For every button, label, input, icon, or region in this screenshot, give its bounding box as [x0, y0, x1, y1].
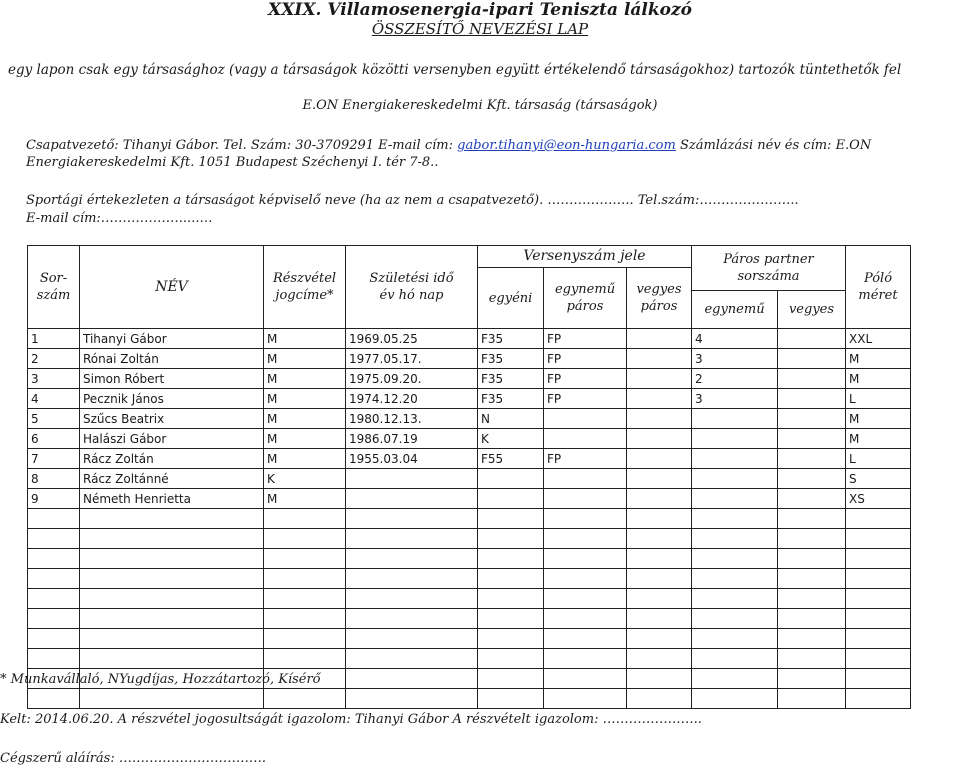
empty-cell [544, 509, 627, 529]
cell-polo: S [846, 469, 911, 489]
empty-cell [80, 609, 264, 629]
empty-cell [692, 609, 778, 629]
empty-cell [692, 689, 778, 709]
cell-jog: M [264, 389, 346, 409]
cell-egynemu: FP [544, 329, 627, 349]
cell-no: 9 [28, 489, 80, 509]
cell-vegyes [627, 489, 692, 509]
cell-p_veg [778, 369, 846, 389]
meeting-rep-line: Sportági értekezleten a társaságot képviselő neve (ha az nem a csapatvezető). ……………….. Tel.szám:………………….. [26, 193, 799, 208]
empty-cell [627, 649, 692, 669]
empty-cell [627, 549, 692, 569]
cell-egynemu: FP [544, 349, 627, 369]
empty-cell [778, 509, 846, 529]
cell-p_egy [692, 429, 778, 449]
cell-birth: 1980.12.13. [346, 409, 478, 429]
cell-vegyes [627, 469, 692, 489]
billing-line: Energiakereskedelmi Kft. 1051 Budapest Széchenyi I. tér 7-8.. [26, 155, 439, 170]
cell-vegyes [627, 409, 692, 429]
cell-name: Rácz Zoltán [80, 449, 264, 469]
empty-cell [28, 609, 80, 629]
cell-p_veg [778, 389, 846, 409]
cell-egyeni: F35 [478, 349, 544, 369]
cell-polo: L [846, 389, 911, 409]
cell-egyeni: N [478, 409, 544, 429]
empty-cell [80, 549, 264, 569]
cell-vegyes [627, 429, 692, 449]
table-row [28, 449, 911, 469]
empty-cell [544, 529, 627, 549]
empty-cell [544, 589, 627, 609]
cell-egynemu [544, 489, 627, 509]
cell-vegyes [627, 449, 692, 469]
empty-cell [627, 689, 692, 709]
cell-p_veg [778, 329, 846, 349]
empty-cell [80, 589, 264, 609]
cell-p_egy [692, 489, 778, 509]
empty-cell [544, 569, 627, 589]
empty-cell [264, 689, 346, 709]
empty-cell [346, 629, 478, 649]
company-line: E.ON Energiakereskedelmi Kft. társaság (társaságok) [302, 98, 658, 113]
cell-egynemu: FP [544, 369, 627, 389]
empty-cell [627, 509, 692, 529]
cell-name: Pecznik János [80, 389, 264, 409]
cell-vegyes [627, 369, 692, 389]
empty-cell [28, 629, 80, 649]
cell-jog: M [264, 329, 346, 349]
empty-cell [478, 609, 544, 629]
empty-cell [264, 529, 346, 549]
table-row [28, 369, 911, 389]
cell-name: Németh Henrietta [80, 489, 264, 509]
empty-cell [627, 669, 692, 689]
cell-birth [346, 489, 478, 509]
table-row [28, 409, 911, 429]
empty-cell [778, 669, 846, 689]
empty-row [28, 609, 911, 629]
empty-cell [478, 669, 544, 689]
cell-egynemu [544, 429, 627, 449]
captain-prefix: Csapatvezető: Tihanyi Gábor. Tel. Szám: 30-3709291 E-mail cím: [26, 138, 458, 153]
empty-cell [478, 649, 544, 669]
empty-cell [478, 549, 544, 569]
cell-name: Tihanyi Gábor [80, 329, 264, 349]
cell-no: 4 [28, 389, 80, 409]
empty-cell [28, 549, 80, 569]
cell-birth: 1955.03.04 [346, 449, 478, 469]
cell-birth: 1975.09.20. [346, 369, 478, 389]
cell-p_veg [778, 349, 846, 369]
header-egynemu-paros: egynemű páros [544, 268, 627, 329]
empty-cell [28, 689, 80, 709]
empty-cell [846, 529, 911, 549]
table-row [28, 469, 911, 489]
cell-p_veg [778, 469, 846, 489]
header-partner-vegyes: vegyes [778, 291, 846, 329]
empty-cell [346, 669, 478, 689]
empty-cell [846, 549, 911, 569]
empty-cell [346, 509, 478, 529]
empty-cell [544, 649, 627, 669]
empty-cell [264, 629, 346, 649]
header-polo: Póló méret [846, 246, 911, 329]
empty-cell [346, 549, 478, 569]
empty-cell [478, 689, 544, 709]
empty-row [28, 629, 911, 649]
empty-cell [28, 529, 80, 549]
empty-cell [778, 589, 846, 609]
empty-cell [28, 649, 80, 669]
cell-egyeni: F55 [478, 449, 544, 469]
instruction-text: egy lapon csak egy társasághoz (vagy a társaságok közötti versenyben együtt értékelendő társaságokhoz) tartozók tüntethetők fel [8, 62, 902, 78]
empty-row [28, 649, 911, 669]
empty-cell [846, 509, 911, 529]
form-subtitle: ÖSSZESÍTŐ NEVEZÉSI LAP [371, 20, 589, 38]
empty-cell [80, 569, 264, 589]
cell-vegyes [627, 349, 692, 369]
cell-no: 2 [28, 349, 80, 369]
empty-cell [264, 589, 346, 609]
cell-jog: M [264, 349, 346, 369]
empty-cell [692, 649, 778, 669]
cell-egynemu [544, 409, 627, 429]
cell-p_veg [778, 429, 846, 449]
empty-row [28, 689, 911, 709]
empty-cell [692, 569, 778, 589]
empty-cell [478, 509, 544, 529]
empty-cell [544, 609, 627, 629]
cell-egyeni: F35 [478, 389, 544, 409]
table-row [28, 389, 911, 409]
empty-cell [544, 689, 627, 709]
empty-cell [80, 629, 264, 649]
cell-polo: L [846, 449, 911, 469]
empty-cell [28, 569, 80, 589]
table-row [28, 349, 911, 369]
cell-no: 7 [28, 449, 80, 469]
cell-polo: M [846, 369, 911, 389]
empty-cell [692, 669, 778, 689]
empty-cell [778, 649, 846, 669]
header-paros-partner: Páros partner sorszáma [692, 246, 846, 291]
cell-polo: XS [846, 489, 911, 509]
empty-cell [264, 549, 346, 569]
empty-cell [80, 649, 264, 669]
email-line: E-mail cím:……………….....… [26, 211, 213, 226]
cell-name: Rónai Zoltán [80, 349, 264, 369]
cell-egynemu [544, 469, 627, 489]
empty-row [28, 529, 911, 549]
date-confirm-line: Kelt: 2014.06.20. A részvétel jogosultságát igazolom: Tihanyi Gábor A részvételt igazolom: ………………….. [0, 712, 702, 727]
header-versenyszam: Versenyszám jele [478, 246, 692, 268]
empty-cell [346, 529, 478, 549]
empty-cell [627, 569, 692, 589]
cell-no: 5 [28, 409, 80, 429]
empty-cell [544, 629, 627, 649]
cell-name: Simon Róbert [80, 369, 264, 389]
cell-egyeni [478, 489, 544, 509]
empty-cell [346, 689, 478, 709]
cell-p_veg [778, 489, 846, 509]
empty-row [28, 509, 911, 529]
empty-cell [264, 569, 346, 589]
empty-cell [846, 649, 911, 669]
cell-egyeni: K [478, 429, 544, 449]
cell-p_egy: 2 [692, 369, 778, 389]
empty-cell [846, 629, 911, 649]
empty-cell [692, 589, 778, 609]
cell-name: Halászi Gábor [80, 429, 264, 449]
cell-birth: 1974.12.20 [346, 389, 478, 409]
cell-no: 3 [28, 369, 80, 389]
table-row [28, 329, 911, 349]
cell-no: 6 [28, 429, 80, 449]
table-row [28, 429, 911, 449]
cell-egyeni: F35 [478, 369, 544, 389]
cell-p_veg [778, 449, 846, 469]
empty-cell [80, 509, 264, 529]
cell-egyeni: F35 [478, 329, 544, 349]
cell-jog: M [264, 449, 346, 469]
empty-cell [346, 609, 478, 629]
empty-cell [478, 569, 544, 589]
empty-cell [264, 609, 346, 629]
cell-egyeni [478, 469, 544, 489]
cell-no: 1 [28, 329, 80, 349]
table-row [28, 489, 911, 509]
empty-row [28, 549, 911, 569]
cell-egynemu: FP [544, 449, 627, 469]
cell-p_egy [692, 449, 778, 469]
empty-cell [80, 689, 264, 709]
empty-row [28, 589, 911, 609]
empty-cell [778, 609, 846, 629]
cell-polo: M [846, 429, 911, 449]
header-szuletesi: Születési idő év hó nap [346, 246, 478, 329]
cell-p_egy [692, 469, 778, 489]
cell-p_egy: 3 [692, 389, 778, 409]
empty-cell [478, 629, 544, 649]
cell-p_egy [692, 409, 778, 429]
empty-cell [778, 549, 846, 569]
empty-cell [264, 649, 346, 669]
empty-cell [264, 509, 346, 529]
empty-cell [692, 629, 778, 649]
empty-cell [478, 529, 544, 549]
cell-name: Rácz Zoltánné [80, 469, 264, 489]
empty-cell [346, 649, 478, 669]
cell-jog: M [264, 489, 346, 509]
cell-p_egy: 4 [692, 329, 778, 349]
empty-cell [544, 549, 627, 569]
cell-jog: K [264, 469, 346, 489]
header-vegyes-paros: vegyes páros [627, 268, 692, 329]
empty-cell [627, 629, 692, 649]
empty-cell [846, 669, 911, 689]
empty-cell [846, 609, 911, 629]
cell-no: 8 [28, 469, 80, 489]
cell-vegyes [627, 389, 692, 409]
header-partner-egynemu: egynemű [692, 291, 778, 329]
cell-jog: M [264, 429, 346, 449]
cell-birth: 1977.05.17. [346, 349, 478, 369]
empty-cell [627, 609, 692, 629]
empty-cell [28, 589, 80, 609]
empty-cell [692, 509, 778, 529]
header-reszvetel: Részvétel jogcíme* [264, 246, 346, 329]
empty-cell [80, 529, 264, 549]
legend-text: * Munkavállaló, NYugdíjas, Hozzátartozó, Kísérő [0, 672, 321, 687]
captain-suffix: Számlázási név és cím: E.ON [675, 138, 872, 153]
cell-name: Szűcs Beatrix [80, 409, 264, 429]
empty-cell [778, 629, 846, 649]
cell-jog: M [264, 369, 346, 389]
header-nev: NÉV [80, 246, 264, 329]
empty-cell [778, 689, 846, 709]
empty-cell [846, 689, 911, 709]
empty-cell [627, 589, 692, 609]
empty-row [28, 569, 911, 589]
cell-jog: M [264, 409, 346, 429]
header-egyeni: egyéni [478, 268, 544, 329]
cell-birth: 1969.05.25 [346, 329, 478, 349]
empty-cell [692, 549, 778, 569]
empty-cell [478, 589, 544, 609]
cell-birth: 1986.07.19 [346, 429, 478, 449]
captain-email-link[interactable]: gabor.tihanyi@eon-hungaria.com [457, 138, 676, 153]
empty-cell [692, 529, 778, 549]
cell-polo: XXL [846, 329, 911, 349]
cell-p_veg [778, 409, 846, 429]
empty-cell [346, 589, 478, 609]
cell-egynemu: FP [544, 389, 627, 409]
header-sorszam: Sor- szám [28, 246, 80, 329]
empty-cell [846, 589, 911, 609]
empty-cell [346, 569, 478, 589]
cell-p_egy: 3 [692, 349, 778, 369]
empty-cell [627, 529, 692, 549]
entry-table [27, 245, 911, 709]
captain-line [26, 138, 871, 153]
cell-polo: M [846, 349, 911, 369]
cell-birth [346, 469, 478, 489]
cell-polo: M [846, 409, 911, 429]
empty-cell [778, 569, 846, 589]
empty-cell [778, 529, 846, 549]
signature-line: Cégszerű aláírás: ……………………………. [0, 751, 266, 766]
empty-cell [28, 509, 80, 529]
form-title: XXIX. Villamosenergia-ipari Teniszta lálkozó [268, 0, 692, 20]
empty-cell [544, 669, 627, 689]
cell-vegyes [627, 329, 692, 349]
empty-cell [846, 569, 911, 589]
